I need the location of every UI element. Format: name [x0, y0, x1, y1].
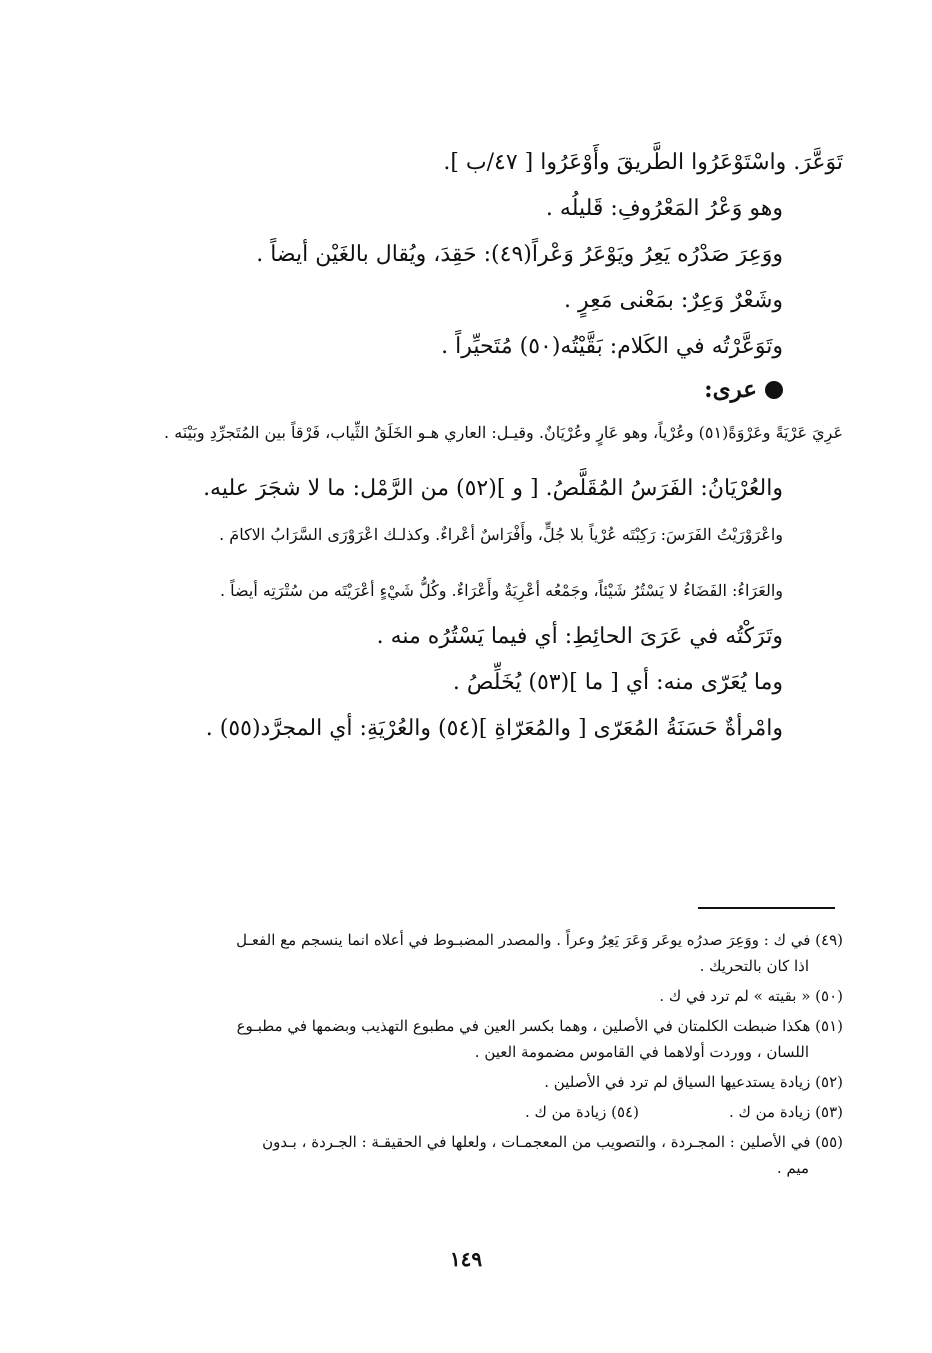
- footnote: [108, 1129, 843, 1181]
- footnote: [108, 1013, 843, 1065]
- text-line: وشَعْرٌ وَعِرٌ: بمَعْنى مَعِرٍ .: [563, 288, 783, 313]
- footnote-text: (٥٢) زيادة يستدعيها السياق لم ترد في الأصلين .: [544, 1073, 843, 1091]
- footnotes: [108, 927, 843, 1185]
- footnote-text: (٤٩) في ك : ووَعِرَ صدرُه يوعَر وَعَرَ يَعِرُ وعراً . والمصدر المضبـوط في أعلاه انما ينسجم مع الفعـل: [236, 931, 843, 949]
- text-paragraph: عَرِيَ عَرْيَةً وعَرْوَةً(٥١) وعُرْياً، وهو عَارٍ وعُرْيَانٌ. وقيـل: العاري هـو الخَلَقُ الثِّياب، فَرْقاً بين المُتَجرِّدِ وبَيْنَه .: [164, 423, 843, 442]
- footnote-text: (٥٤) زيادة من ك .: [524, 1103, 639, 1121]
- footnote-text: (٥١) هكذا ضبطت الكلمتان في الأصلين ، وهما بكسر العين في مطبوع التهذيب وبضمها في مطبـوع: [236, 1017, 843, 1035]
- page-number: ١٤٩: [449, 1247, 483, 1271]
- entry-heading: [108, 370, 843, 410]
- text-line: وامْرأةٌ حَسَنَةُ المُعَرّى [ والمُعَرّاةِ ](٥٤) والعُرْيَةِ: أي المجرَّد(٥٥) .: [205, 716, 783, 741]
- text-line: وما يُعَرّى منه: أي [ ما ](٥٣) يُخَلِّصُ .: [452, 670, 783, 695]
- bullet-icon: [765, 381, 783, 399]
- footnote: [108, 927, 843, 979]
- footnote: [108, 983, 843, 1009]
- text-line: والعُرْيَانُ: الفَرَسُ المُقَلَّصُ. [ و ](٥٢) من الرَّمْل: ما لا شجَرَ عليه.: [203, 476, 783, 501]
- footnote-text: (٥٣) زيادة من ك .: [728, 1103, 843, 1121]
- text-paragraph: واعْرَوْرَيْتُ الفَرَسَ: رَكِبْتَه عُرْياً بلا جُلٍّ، وأَفْرَاسٌ أعْراءٌ. وكذلـك اعْرَوْرَى السَّرَابُ الاكامَ .: [219, 525, 783, 544]
- footnote-separator: [698, 907, 835, 909]
- footnote: [108, 1069, 843, 1095]
- footnote-text: اللسان ، ووردت أولاهما في القاموس مضمومة العين .: [474, 1043, 809, 1061]
- footnote-text: اذا كان بالتحريك .: [699, 957, 809, 975]
- text-line: ووَعِرَ صَدْرُه يَعِرُ ويَوْعَرُ وَعْراً(٤٩): حَقِدَ، ويُقال بالغَيْن أيضاً .: [256, 242, 783, 267]
- text-line: تَوَعَّرَ. واسْتَوْعَرُوا الطَّريقَ وأَوْعَرُوا [ ٤٧/ب ].: [443, 150, 843, 175]
- main-text: [108, 140, 843, 752]
- footnote-text: ميم .: [776, 1159, 809, 1177]
- entry-heading-label: عرى:: [704, 376, 757, 403]
- text-line: وهو وَعْرُ المَعْرُوفِ: قَليلُه .: [545, 196, 783, 221]
- footnote-text: (٥٠) « بقيته » لم ترد في ك .: [659, 987, 843, 1005]
- text-line: وتَرَكْتُه في عَرَىَ الحائِطِ: أي فيما يَسْتُرُه منه .: [376, 624, 783, 649]
- text-line: وتَوَعَّرْتُه في الكَلام: بَقَّيْتُه(٥٠) مُتَحيِّراً .: [441, 334, 783, 359]
- text-paragraph: والعَرَاءُ: الفَضَاءُ لا يَسْتُرُ شَيْئاً، وجَمْعُه أعْرِيَةٌ وأَعْرَاءٌ. وكُلُّ شَيْءٍ أعْرَيْتَه من سُتْرَتِه أيضاً .: [219, 581, 783, 600]
- footnote-row: [108, 1099, 843, 1125]
- footnote-text: (٥٥) في الأصلين : المجـردة ، والتصويب من المعجمـات ، ولعلها في الحقيقـة : الجـردة ، بـدون: [262, 1133, 843, 1151]
